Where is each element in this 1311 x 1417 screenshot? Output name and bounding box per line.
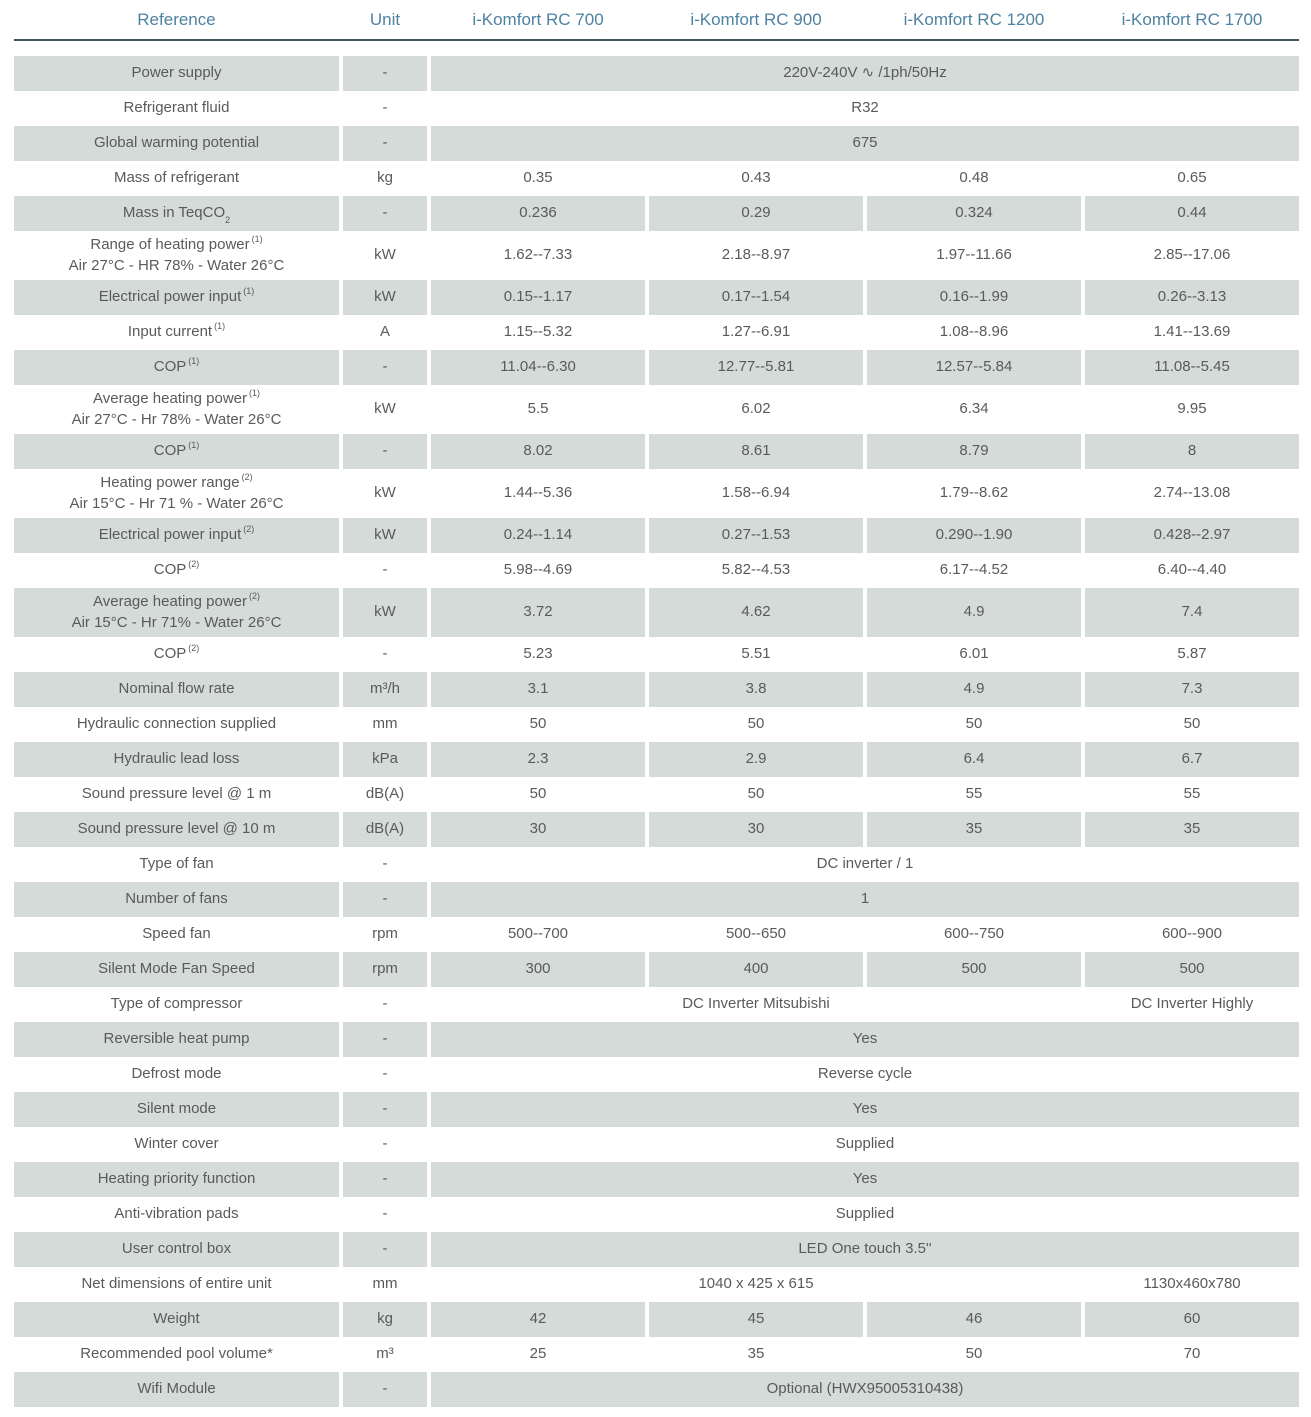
value-cell: 400 [649,952,863,987]
row-label-line1: User control box [121,1240,232,1258]
row-label [14,1092,339,1127]
row-label [14,434,339,469]
value-cell: 6.34 [959,400,989,418]
value-cell: 35 [1085,812,1299,847]
unit-cell: - [343,1232,427,1267]
table-row [14,1092,1299,1127]
value-cell: 0.35 [523,169,553,187]
footnote-marker: (1) [188,356,200,367]
value-cell: 7.4 [1085,588,1299,637]
table-row [14,231,1299,280]
row-label [14,553,339,588]
value-cell-span: Yes [431,1162,1299,1197]
row-label [14,231,339,280]
value-cell-span: 1 [431,882,1299,917]
row-label [14,518,339,553]
footnote-marker: (1) [188,440,200,451]
row-label-line1: Type of compressor [110,995,243,1013]
value-cell: 5.51 [741,645,771,663]
row-label-line1: COP $^{(1)}$ [153,440,200,460]
footnote-marker: (1) [214,321,226,332]
row-label-line1: Mass in TeqCO$_2$ [122,204,231,226]
unit-cell: - [343,350,427,385]
value-cell: 0.48 [959,169,989,187]
table-row [14,882,1299,917]
value-cell-span: Reverse cycle [817,1065,913,1083]
value-cell: 2.3 [431,742,645,777]
table-row [14,637,1299,672]
table-row [14,1057,1299,1092]
value-cell: 3.8 [649,672,863,707]
value-cell: 2.18--8.97 [721,246,791,264]
row-label [14,126,339,161]
unit-cell: - [343,434,427,469]
value-cell: 8.02 [431,434,645,469]
row-label-line1: Winter cover [134,1135,219,1153]
value-cell: 0.43 [741,169,771,187]
value-cell: 5.87 [1177,645,1207,663]
row-label [14,917,339,952]
value-cell: 50 [529,715,547,733]
table-row [14,917,1299,952]
row-label-line1: Hydraulic connection supplied [76,715,277,733]
row-label-line1: Heating power range $^{(2)}$ [100,472,253,492]
row-label-line1: Range of heating power $^{(1)}$ [90,234,263,254]
column-header-rc1700: i-Komfort RC 1700 [1121,9,1263,29]
value-cell: 2.9 [649,742,863,777]
row-label-line1: Net dimensions of entire unit [81,1275,272,1293]
value-cell: 8.79 [867,434,1081,469]
row-label [14,315,339,350]
value-cell: 50 [965,1345,983,1363]
unit-cell: - [382,1065,388,1083]
table-row [14,553,1299,588]
value-cell: 0.324 [867,196,1081,231]
value-cell: 0.29 [649,196,863,231]
row-label-line1: Sound pressure level @ 10 m [77,820,276,838]
value-cell: 50 [747,715,765,733]
row-label [14,1337,339,1372]
value-cell-span: Yes [431,1092,1299,1127]
row-label [14,1127,339,1162]
row-label [14,385,339,434]
value-cell-span: 220V-240V ∿ /1ph/50Hz [431,56,1299,91]
row-label [14,588,339,637]
value-cell: 50 [529,785,547,803]
value-cell: 2.85--17.06 [1153,246,1231,264]
row-label-line2: Air 27°C - Hr 78% - Water 26°C [71,410,282,428]
unit-cell: - [382,995,388,1013]
value-cell-span: R32 [851,99,879,117]
row-label [14,280,339,315]
table-row [14,385,1299,434]
value-cell: 3.1 [431,672,645,707]
row-label-line1: Wifi Module [137,1380,216,1398]
table-row [14,1372,1299,1407]
value-cell-span: Optional (HWX95005310438) [431,1372,1299,1407]
table-row [14,1337,1299,1372]
value-cell: 6.02 [741,400,771,418]
footnote-marker: (2) [243,524,255,535]
column-header-unit: Unit [369,9,401,29]
row-label-line2: Air 15°C - Hr 71% - Water 26°C [71,613,282,631]
row-label-line1: Silent mode [136,1100,217,1118]
value-cell-span: DC inverter / 1 [816,855,914,873]
value-cell: 0.17--1.54 [649,280,863,315]
value-cell: 11.08--5.45 [1085,350,1299,385]
row-label-line1: Nominal flow rate [118,680,235,698]
row-label [14,1022,339,1057]
unit-cell: kW [343,518,427,553]
table-row [14,812,1299,847]
row-label-line1: Speed fan [142,925,211,943]
unit-cell: rpm [343,952,427,987]
unit-cell: - [343,1022,427,1057]
row-label-line2: Air 15°C - Hr 71 % - Water 26°C [69,494,284,512]
row-label-line2: Air 27°C - HR 78% - Water 26°C [68,256,285,274]
row-label-line1: Reversible heat pump [103,1030,250,1048]
row-label-line1: Anti-vibration pads [114,1205,239,1223]
row-label-line1: Electrical power input $^{(2)}$ [98,524,255,544]
row-label-line1: Average heating power $^{(1)}$ [93,388,260,408]
unit-cell: m³/h [343,672,427,707]
row-label-line1: Recommended pool volume* [80,1345,273,1363]
table-row [14,56,1299,91]
value-cell: 1.62--7.33 [503,246,573,264]
table-row [14,588,1299,637]
unit-cell: - [343,882,427,917]
value-cell: 46 [867,1302,1081,1337]
row-label [14,469,339,518]
value-cell: 0.428--2.97 [1085,518,1299,553]
value-cell: 0.27--1.53 [649,518,863,553]
value-cell: 5.23 [523,645,553,663]
row-label-line1: Sound pressure level @ 1 m [81,785,272,803]
value-cell: 55 [965,785,983,803]
row-label-line1: Average heating power $^{(2)}$ [93,591,260,611]
value-cell: 0.236 [431,196,645,231]
table-row [14,1127,1299,1162]
table-row [14,518,1299,553]
row-label [14,812,339,847]
unit-cell: A [379,323,390,341]
value-cell-span: Supplied [835,1205,895,1223]
value-cell: 500--650 [725,925,787,943]
table-row [14,707,1299,742]
row-label-line1: COP $^{(1)}$ [153,356,200,376]
value-cell: 11.04--6.30 [431,350,645,385]
value-cell: 0.24--1.14 [431,518,645,553]
row-label-line1: Electrical power input $^{(1)}$ [98,286,255,306]
unit-cell: - [343,1092,427,1127]
value-cell: 8.61 [649,434,863,469]
row-label [14,1197,339,1232]
value-cell: 30 [649,812,863,847]
table-row [14,1302,1299,1337]
value-cell: 600--900 [1161,925,1223,943]
row-label [14,882,339,917]
value-cell-span3: 1040 x 425 x 615 [698,1275,814,1293]
footnote-marker: (2) [188,643,200,654]
row-label [14,196,339,231]
value-cell: 1.27--6.91 [721,323,791,341]
value-cell: 50 [747,785,765,803]
row-label-line1: Weight [153,1310,200,1328]
value-cell: 9.95 [1177,400,1207,418]
table-row [14,350,1299,385]
value-cell: 45 [649,1302,863,1337]
value-cell: 6.01 [959,645,989,663]
value-cell: 50 [965,715,983,733]
unit-cell: - [382,855,388,873]
footnote-marker: (1) [251,234,263,245]
row-label-line1: Global warming potential [93,134,260,152]
row-label [14,672,339,707]
row-label-line1: Number of fans [125,890,228,908]
row-label [14,91,339,126]
value-cell: 55 [1183,785,1201,803]
table-header [14,0,1299,41]
row-label-line1: Type of fan [139,855,214,873]
table-row [14,161,1299,196]
value-cell: 42 [431,1302,645,1337]
row-label [14,952,339,987]
table-row [14,1267,1299,1302]
row-label [14,742,339,777]
table-row [14,777,1299,812]
row-label-line1: Input current $^{(1)}$ [127,321,226,341]
value-cell: 1.41--13.69 [1153,323,1231,341]
table-row [14,315,1299,350]
value-cell: 12.57--5.84 [867,350,1081,385]
table-row [14,742,1299,777]
table-row [14,847,1299,882]
value-cell: 6.40--4.40 [1157,561,1227,579]
unit-cell: - [343,1162,427,1197]
unit-cell: - [343,56,427,91]
footnote-marker: (2) [188,559,200,570]
table-row [14,434,1299,469]
unit-cell: - [382,1205,388,1223]
value-cell: 1.08--8.96 [939,323,1009,341]
row-label-line1: Defrost mode [131,1065,222,1083]
row-label [14,1267,339,1302]
table-row [14,1162,1299,1197]
spec-table [14,0,1299,1417]
value-cell-span3: DC Inverter Mitsubishi [682,995,830,1013]
value-cell: 5.98--4.69 [503,561,573,579]
value-cell: 12.77--5.81 [649,350,863,385]
table-row [14,1022,1299,1057]
column-header-reference: Reference [137,9,216,29]
value-cell: 35 [747,1345,765,1363]
row-label-line1: Hydraulic lead loss [113,750,240,768]
value-cell: 5.5 [527,400,549,418]
table-row [14,126,1299,161]
row-label-line1: Power supply [131,64,222,82]
unit-cell: kW [343,588,427,637]
value-cell-span: Supplied [835,1135,895,1153]
row-label [14,1372,339,1407]
row-label-line1: COP $^{(2)}$ [153,643,200,663]
value-cell-span: Yes [431,1022,1299,1057]
value-cell-span: LED One touch 3.5'' [431,1232,1299,1267]
unit-cell: mm [372,1275,398,1293]
unit-cell: dB(A) [365,785,405,803]
table-row [14,280,1299,315]
value-cell: 4.62 [649,588,863,637]
value-cell: 4.9 [867,588,1081,637]
value-cell: 0.65 [1177,169,1207,187]
table-body [14,56,1299,1407]
unit-cell: kg [377,169,393,187]
table-row [14,469,1299,518]
row-label [14,1162,339,1197]
value-cell: 0.26--3.13 [1085,280,1299,315]
value-cell: 0.290--1.90 [867,518,1081,553]
unit-cell: - [343,126,427,161]
column-header-rc900: i-Komfort RC 900 [690,9,822,29]
row-label [14,707,339,742]
unit-cell: kW [374,400,396,418]
value-cell: 300 [431,952,645,987]
value-cell: 1.58--6.94 [721,484,791,502]
value-cell: 1130x460x780 [1143,1275,1241,1293]
row-label-line1: COP $^{(2)}$ [153,559,200,579]
value-cell: 6.7 [1085,742,1299,777]
value-cell: 7.3 [1085,672,1299,707]
value-cell: 1.79--8.62 [939,484,1009,502]
value-cell: 5.82--4.53 [721,561,791,579]
value-cell: 1.15--5.32 [503,323,573,341]
unit-cell: kW [374,246,396,264]
row-label [14,847,339,882]
unit-cell: - [382,645,388,663]
footnote-marker: (2) [241,472,253,483]
row-label [14,161,339,196]
value-cell: 1.44--5.36 [503,484,573,502]
value-cell: 3.72 [431,588,645,637]
value-cell: 500 [1085,952,1299,987]
value-cell: 6.4 [867,742,1081,777]
unit-cell: - [343,196,427,231]
table-row [14,987,1299,1022]
value-cell: 0.44 [1085,196,1299,231]
value-cell-span: 675 [431,126,1299,161]
row-label [14,1302,339,1337]
value-cell: 50 [1183,715,1201,733]
row-label [14,1232,339,1267]
row-label [14,1057,339,1092]
table-row [14,196,1299,231]
footnote-marker: (1) [243,286,255,297]
value-cell: 2.74--13.08 [1153,484,1231,502]
unit-cell: mm [372,715,398,733]
value-cell: 8 [1085,434,1299,469]
unit-cell: - [382,561,388,579]
column-header-rc700: i-Komfort RC 700 [472,9,604,29]
unit-cell: dB(A) [343,812,427,847]
unit-cell: kW [343,280,427,315]
unit-cell: - [382,1135,388,1153]
table-row [14,1232,1299,1267]
value-cell: 0.15--1.17 [431,280,645,315]
value-cell: 0.16--1.99 [867,280,1081,315]
value-cell: 4.9 [867,672,1081,707]
value-cell: DC Inverter Highly [1130,995,1254,1013]
footnote-marker: (2) [249,591,260,602]
row-label-line1: Silent Mode Fan Speed [98,960,255,978]
column-header-rc1200: i-Komfort RC 1200 [903,9,1045,29]
value-cell: 1.97--11.66 [936,246,1012,264]
unit-cell: - [382,99,388,117]
row-label [14,777,339,812]
table-row [14,672,1299,707]
subscript: 2 [225,215,231,226]
table-row [14,952,1299,987]
value-cell: 30 [431,812,645,847]
value-cell: 60 [1085,1302,1299,1337]
row-label [14,56,339,91]
value-cell: 35 [867,812,1081,847]
value-cell: 600--750 [943,925,1005,943]
row-label-line1: Refrigerant fluid [123,99,230,117]
footnote-marker: (1) [249,388,260,399]
unit-cell: m³ [376,1345,394,1363]
unit-cell: - [343,1372,427,1407]
row-label [14,987,339,1022]
unit-cell: rpm [372,925,398,943]
value-cell: 6.17--4.52 [939,561,1009,579]
value-cell: 25 [529,1345,547,1363]
table-row [14,1197,1299,1232]
unit-cell: kPa [343,742,427,777]
table-row [14,91,1299,126]
unit-cell: kg [343,1302,427,1337]
row-label-line1: Mass of refrigerant [113,169,240,187]
row-label-line1: Heating priority function [97,1170,256,1188]
value-cell: 70 [1183,1345,1201,1363]
row-label [14,350,339,385]
row-label [14,637,339,672]
value-cell: 500--700 [507,925,569,943]
unit-cell: kW [374,484,396,502]
value-cell: 500 [867,952,1081,987]
